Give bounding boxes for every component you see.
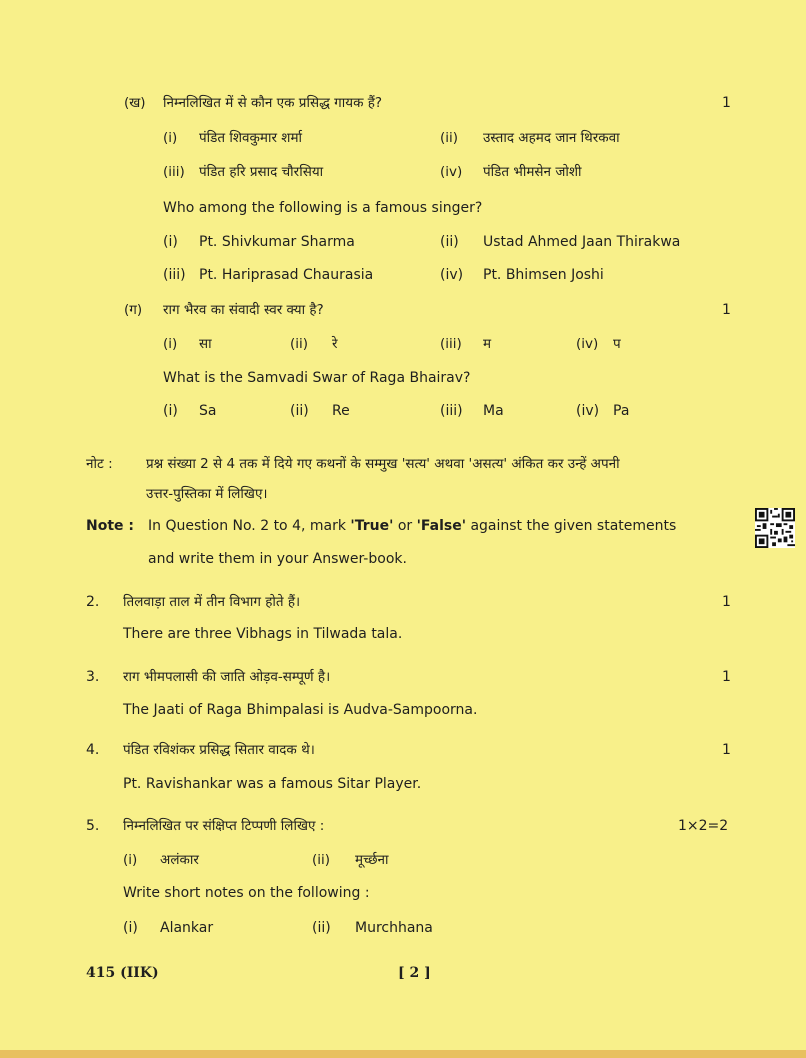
q5-opt-en-text: Alankar xyxy=(160,920,214,936)
q5-opt-hi-num: (i) xyxy=(123,852,138,868)
q1b-opt-hi-text: पंडित हरि प्रसाद चौरसिया xyxy=(199,164,324,180)
q4-text-en: Pt. Ravishankar was a famous Sitar Player. xyxy=(123,776,422,792)
q1b-opt-en-text: Pt. Shivkumar Sharma xyxy=(199,234,355,250)
q4-number: 4. xyxy=(86,742,100,758)
q5-text-hi: निम्नलिखित पर संक्षिप्त टिप्पणी लिखिए : xyxy=(123,818,325,834)
q1c-opt-en-text: Re xyxy=(332,403,350,419)
q1c-opt-hi-num: (ii) xyxy=(290,336,309,352)
q5-opt-hi-num: (ii) xyxy=(312,852,331,868)
q1c-opt-en-text: Sa xyxy=(199,403,217,419)
q1b-opt-hi-num: (iii) xyxy=(163,164,185,180)
q1b-question-en: Who among the following is a famous singer? xyxy=(163,200,483,216)
q1b-opt-en-num: (ii) xyxy=(440,234,459,250)
q3-number: 3. xyxy=(86,669,100,685)
q1b-opt-hi-text: पंडित शिवकुमार शर्मा xyxy=(199,130,303,146)
q5-opt-hi-text: अलंकार xyxy=(160,852,199,868)
q1c-opt-hi-text: रे xyxy=(332,336,338,352)
page-edge xyxy=(0,1050,806,1058)
note-en-true: 'True' xyxy=(350,518,394,534)
q5-opt-hi-text: मूर्च्छना xyxy=(355,852,389,868)
q2-text-en: There are three Vibhags in Tilwada tala. xyxy=(123,626,403,642)
q1b-opt-hi-num: (ii) xyxy=(440,130,459,146)
note-en-text: or xyxy=(393,518,417,534)
q5-opt-en-text: Murchhana xyxy=(355,920,433,936)
q1c-marks: 1 xyxy=(722,302,731,318)
note-en-line2: and write them in your Answer-book. xyxy=(148,551,407,567)
note-en-text: In Question No. 2 to 4, mark xyxy=(148,518,351,534)
q1b-opt-en-num: (iv) xyxy=(440,267,464,283)
q1b-opt-hi-text: पंडित भीमसेन जोशी xyxy=(483,164,582,180)
q3-marks: 1 xyxy=(722,669,731,685)
q4-marks: 1 xyxy=(722,742,731,758)
q5-marks: 1×2=2 xyxy=(678,818,729,834)
q1c-opt-en-text: Ma xyxy=(483,403,504,419)
q5-number: 5. xyxy=(86,818,100,834)
q2-text-hi: तिलवाड़ा ताल में तीन विभाग होते हैं। xyxy=(123,594,301,610)
q1c-question-en: What is the Samvadi Swar of Raga Bhairav? xyxy=(163,370,471,386)
q1c-opt-hi-num: (iii) xyxy=(440,336,462,352)
q1c-opt-en-num: (iii) xyxy=(440,403,463,419)
q2-number: 2. xyxy=(86,594,100,610)
q1c-opt-hi-num: (i) xyxy=(163,336,178,352)
q1c-opt-hi-text: म xyxy=(483,336,492,352)
note-hi-line2: उत्तर-पुस्तिका में लिखिए। xyxy=(146,486,268,502)
q2-marks: 1 xyxy=(722,594,731,610)
q1b-opt-en-text: Pt. Bhimsen Joshi xyxy=(483,267,604,283)
q1c-opt-hi-text: सा xyxy=(199,336,212,352)
q1c-opt-hi-text: प xyxy=(613,336,621,352)
q1b-marks: 1 xyxy=(722,95,731,111)
q1c-opt-en-num: (i) xyxy=(163,403,178,419)
q1b-opt-en-num: (i) xyxy=(163,234,178,250)
q1c-label: (ग) xyxy=(124,302,143,318)
note-en-line1 xyxy=(148,517,676,535)
q3-text-en: The Jaati of Raga Bhimpalasi is Audva-Sampoorna. xyxy=(123,702,478,718)
q1b-label: (ख) xyxy=(124,95,146,111)
note-hi-label: नोट : xyxy=(86,456,113,472)
q1c-opt-en-num: (ii) xyxy=(290,403,309,419)
q1b-opt-hi-text: उस्ताद अहमद जान थिरकवा xyxy=(483,130,620,146)
q1b-opt-en-text: Ustad Ahmed Jaan Thirakwa xyxy=(483,234,681,250)
q1b-opt-hi-num: (i) xyxy=(163,130,178,146)
note-en-label: Note : xyxy=(86,518,134,534)
page-number: [ 2 ] xyxy=(398,965,431,981)
q1b-opt-hi-num: (iv) xyxy=(440,164,463,180)
q1b-question-hi: निम्नलिखित में से कौन एक प्रसिद्ध गायक हैं? xyxy=(163,95,383,111)
q5-opt-en-num: (ii) xyxy=(312,920,331,936)
q4-text-hi: पंडित रविशंकर प्रसिद्ध सितार वादक थे। xyxy=(123,742,315,758)
note-hi-line1: प्रश्न संख्या 2 से 4 तक में दिये गए कथनों के सम्मुख 'सत्य' अथवा 'असत्य' अंकित कर उन्हें अपनी xyxy=(146,456,620,472)
q5-opt-en-num: (i) xyxy=(123,920,138,936)
q3-text-hi: राग भीमपलासी की जाति ओड़व-सम्पूर्ण है। xyxy=(123,669,331,685)
q1c-opt-hi-num: (iv) xyxy=(576,336,599,352)
q1b-opt-en-text: Pt. Hariprasad Chaurasia xyxy=(199,267,374,283)
q1c-question-hi: राग भैरव का संवादी स्वर क्या है? xyxy=(163,302,324,318)
q1c-opt-en-num: (iv) xyxy=(576,403,600,419)
paper-code: 415 (IIK) xyxy=(86,965,159,981)
q1c-opt-en-text: Pa xyxy=(613,403,630,419)
q5-text-en: Write short notes on the following : xyxy=(123,885,370,901)
note-en-false: 'False' xyxy=(416,518,466,534)
note-en-text: against the given statements xyxy=(466,518,677,534)
q1b-opt-en-num: (iii) xyxy=(163,267,186,283)
qr-code-icon xyxy=(755,508,795,548)
